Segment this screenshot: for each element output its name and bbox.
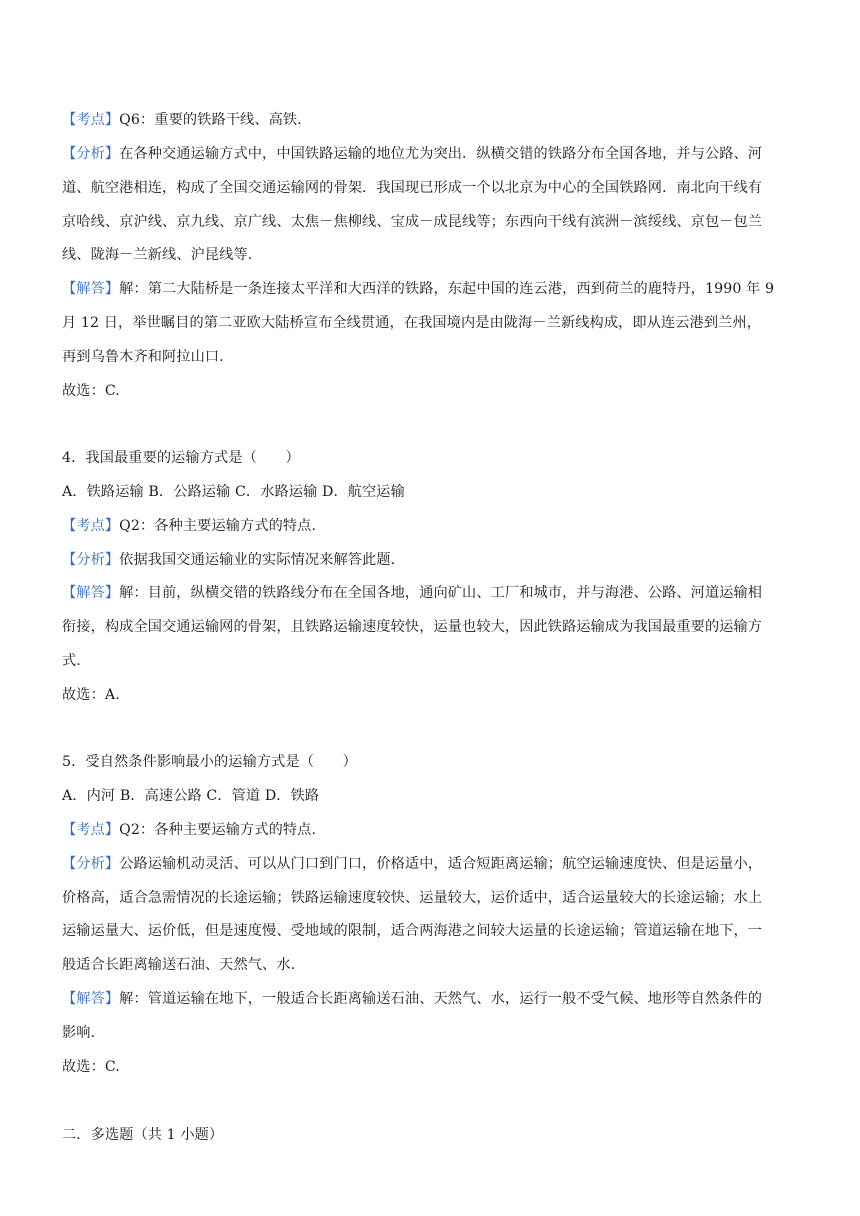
fenxi-text: 公路运输机动灵活、可以从门口到门口，价格适中，适合短距离运输；航空运输速度快、但是运量小， (119, 856, 763, 872)
q3-kaodian (62, 110, 802, 130)
q3-fenxi-line-4: 线、陇海－兰新线、沪昆线等. (62, 247, 253, 263)
q4-fenxi (62, 550, 802, 570)
q4-answer: 故选：A. (62, 687, 120, 703)
kaodian-tag: 【考点】 (62, 822, 120, 838)
q3-jieda-line-2: 月 12 日，举世瞩目的第二亚欧大陆桥宣布全线贯通，在我国境内是由陇海－兰新线构成，即从连云港到兰州， (62, 315, 761, 331)
q5-answer: 故选：C. (62, 1059, 120, 1075)
q3-jieda-line-1 (62, 279, 802, 299)
jieda-tag: 【解答】 (62, 585, 120, 601)
q3-fenxi-line-1 (62, 144, 802, 164)
jieda-tag: 【解答】 (62, 991, 120, 1007)
q3-fenxi-line-2: 道、航空港相连，构成了全国交通运输网的骨架．我国现已形成一个以北京为中心的全国铁路网．南北向干线有 (62, 180, 763, 196)
q4-jieda-line-2: 衔接，构成全国交通运输网的骨架，且铁路运输速度较快，运量也较大，因此铁路运输成为我国最重要的运输方 (62, 619, 763, 635)
kaodian-text: Q2：各种主要运输方式的特点. (119, 518, 317, 534)
q4-stem: 4．我国最重要的运输方式是（ ） (62, 450, 300, 466)
jieda-tag: 【解答】 (62, 281, 120, 297)
q4-kaodian (62, 516, 802, 536)
q5-jieda-line-1 (62, 989, 802, 1009)
q5-kaodian (62, 820, 802, 840)
kaodian-text: Q2：各种主要运输方式的特点. (119, 822, 317, 838)
fenxi-tag: 【分析】 (62, 552, 120, 568)
fenxi-tag: 【分析】 (62, 146, 120, 162)
kaodian-tag: 【考点】 (62, 112, 120, 128)
jieda-text: 解：目前，纵横交错的铁路线分布在全国各地，通向矿山、工厂和城市，并与海港、公路、河道运输相 (119, 585, 763, 601)
q5-stem: 5．受自然条件影响最小的运输方式是（ ） (62, 754, 357, 770)
q4-jieda-line-3: 式. (62, 653, 81, 669)
q5-jieda-line-2: 影响. (62, 1025, 96, 1041)
fenxi-text: 依据我国交通运输业的实际情况来解答此题. (119, 552, 396, 568)
fenxi-text: 在各种交通运输方式中，中国铁路运输的地位尤为突出．纵横交错的铁路分布全国各地，并与公路、河 (119, 146, 763, 162)
q5-fenxi-line-1 (62, 854, 802, 874)
q5-fenxi-line-4: 般适合长距离输送石油、天然气、水. (62, 957, 296, 973)
q3-fenxi-line-3: 京哈线、京沪线、京九线、京广线、太焦－焦柳线、宝成－成昆线等；东西向干线有滨洲－滨绥线、京包－包兰 (62, 214, 763, 230)
fenxi-tag: 【分析】 (62, 856, 120, 872)
q5-fenxi-line-2: 价格高，适合急需情况的长途运输；铁路运输速度较快、运量较大，运价适中，适合运量较大的长途运输；水上 (62, 890, 763, 906)
jieda-text: 解：管道运输在地下，一般适合长距离输送石油、天然气、水，运行一般不受气候、地形等自然条件的 (119, 991, 763, 1007)
q5-options: A．内河 B．高速公路 C．管道 D．铁路 (62, 788, 320, 804)
section-title: 二．多选题（共 1 小题） (62, 1127, 224, 1143)
q3-answer: 故选：C. (62, 383, 120, 399)
q3-jieda-line-3: 再到乌鲁木齐和阿拉山口. (62, 349, 224, 365)
q4-options: A．铁路运输 B．公路运输 C．水路运输 D．航空运输 (62, 484, 405, 500)
kaodian-text: Q6：重要的铁路干线、高铁. (119, 112, 302, 128)
kaodian-tag: 【考点】 (62, 518, 120, 534)
q5-fenxi-line-3: 运输运量大、运价低，但是速度慢、受地域的限制，适合两海港之间较大运量的长途运输；管道运输在地下，一 (62, 923, 763, 939)
jieda-text: 解：第二大陆桥是一条连接太平洋和大西洋的铁路，东起中国的连云港，西到荷兰的鹿特丹，1990 年 9 (119, 281, 775, 297)
q4-jieda-line-1 (62, 583, 802, 603)
